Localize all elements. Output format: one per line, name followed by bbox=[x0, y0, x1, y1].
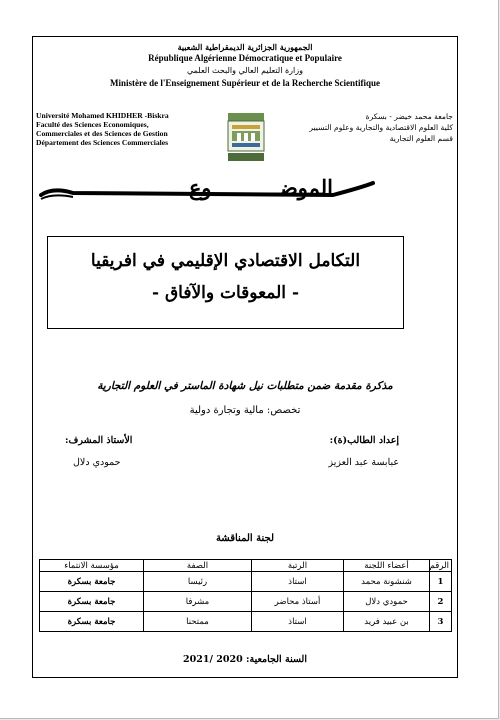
topic-label: الموضـــــــــــوع bbox=[188, 175, 333, 200]
student-label: إعداد الطالب(ة): bbox=[329, 435, 399, 446]
header-member: أعضاء اللجنة bbox=[344, 560, 430, 572]
republic-arabic: الجمهورية الجزائرية الديمقراطية الشعبية bbox=[177, 42, 313, 52]
thesis-title-box bbox=[47, 236, 404, 329]
specialty-line: تخصص: مالية وتجارة دولية bbox=[189, 405, 301, 416]
university-name-ar: جامعة محمد خيضر - بسكرة bbox=[365, 112, 453, 121]
table-row bbox=[40, 572, 452, 592]
republic-french: République Algérienne Démocratique et Populaire bbox=[148, 53, 342, 63]
header-role: الصفة bbox=[144, 560, 252, 572]
faculty-name-fr-cont: Commerciales et des Sciences de Gestion bbox=[36, 129, 168, 138]
member-rank: استاذ bbox=[252, 612, 344, 632]
supervisor-name: حمودي دلال bbox=[73, 457, 121, 468]
member-rank: أستاذ محاضر bbox=[252, 592, 344, 612]
committee-table bbox=[39, 559, 452, 632]
university-name-fr: Université Mohamed KHIDHER -Biskra bbox=[36, 111, 169, 120]
faculty-name-fr: Faculté des Sciences Economiques, bbox=[36, 120, 149, 129]
member-institution: جامعة بسكرة bbox=[40, 592, 144, 612]
supervisor-label: الأستاذ المشرف: bbox=[65, 435, 133, 446]
academic-year: السنة الجامعية: 2020 /2021 bbox=[183, 654, 307, 665]
page-border-frame bbox=[32, 36, 458, 678]
memo-statement: مذكرة مقدمة ضمن متطلبات نيل شهادة الماستر في العلوم التجارية bbox=[97, 380, 393, 392]
row-number: 3 bbox=[430, 612, 452, 632]
table-row bbox=[40, 612, 452, 632]
header-rank: الرتبة bbox=[252, 560, 344, 572]
ministry-arabic: وزارة التعليم العالي والبحث العلمي bbox=[187, 66, 303, 75]
member-role: رئيسا bbox=[144, 572, 252, 592]
university-french-block bbox=[36, 111, 206, 147]
committee-title: لجنة المناقشة bbox=[215, 533, 275, 544]
table-row bbox=[40, 592, 452, 612]
university-arabic-block bbox=[303, 111, 453, 144]
header-number: الرقم bbox=[430, 560, 452, 572]
member-name: بن عبيد فريد bbox=[344, 612, 430, 632]
student-name: عبابسة عبد العزيز bbox=[328, 457, 399, 468]
member-rank: استاذ bbox=[252, 572, 344, 592]
member-name: حمودي دلال bbox=[344, 592, 430, 612]
department-name-ar: قسم العلوم التجارية bbox=[389, 134, 453, 143]
member-role: مشرفا bbox=[144, 592, 252, 612]
department-name-fr: Département des Sciences Commerciales bbox=[36, 138, 169, 147]
ministry-french: Ministère de l'Enseignement Supérieur et de la Recherche Scientifique bbox=[110, 78, 380, 88]
thesis-title-line1: التكامل الاقتصادي الإقليمي في افريقيا bbox=[90, 251, 361, 271]
row-number: 1 bbox=[430, 572, 452, 592]
university-logo bbox=[225, 111, 267, 163]
member-role: ممتحنا bbox=[144, 612, 252, 632]
thesis-title-line2: - المعوقات والآفاق - bbox=[151, 283, 299, 303]
header-institution: مؤسسة الانتماء bbox=[40, 560, 144, 572]
committee-header-row bbox=[40, 560, 452, 572]
row-number: 2 bbox=[430, 592, 452, 612]
member-institution: جامعة بسكرة bbox=[40, 612, 144, 632]
member-institution: جامعة بسكرة bbox=[40, 572, 144, 592]
member-name: شنشونة محمد bbox=[344, 572, 430, 592]
faculty-name-ar: كلية العلوم الاقتصادية والتجارية وعلوم التسيير bbox=[309, 123, 453, 132]
